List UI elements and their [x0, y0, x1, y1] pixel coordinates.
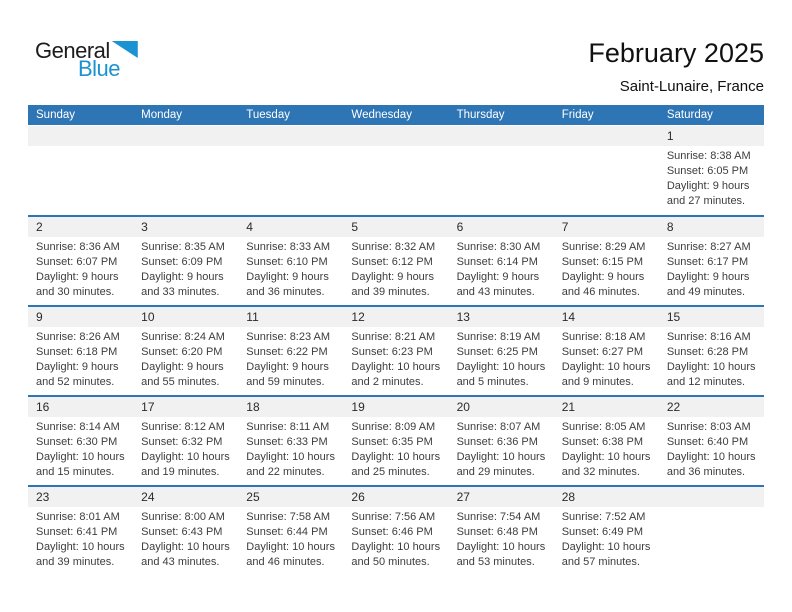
- daylight-text-line1: Daylight: 10 hours: [36, 451, 125, 463]
- daylight-text-line1: Daylight: 10 hours: [351, 451, 441, 463]
- day-details: [659, 327, 764, 390]
- daylight-text-line1: Daylight: 10 hours: [36, 541, 125, 553]
- sunset-text: Sunset: 6:36 PM: [456, 436, 538, 448]
- weekday-label-saturday: Saturday: [666, 109, 713, 121]
- daylight-text-line2: and 55 minutes.: [141, 376, 220, 388]
- day-cell-13: [449, 307, 554, 395]
- day-cell-9: [28, 307, 133, 395]
- day-number: 26: [343, 487, 448, 507]
- week-row-1: [28, 125, 764, 215]
- day-number: [659, 487, 764, 507]
- sunset-text: Sunset: 6:35 PM: [351, 436, 433, 448]
- day-details: [659, 146, 764, 209]
- daylight-text-line2: and 36 minutes.: [246, 286, 325, 298]
- daylight-text-line1: Daylight: 10 hours: [351, 541, 441, 553]
- location-subtitle: Saint-Lunaire, France: [619, 78, 764, 95]
- sunrise-text: Sunrise: 8:09 AM: [351, 421, 436, 433]
- day-number: 23: [28, 487, 133, 507]
- daylight-text-line1: Daylight: 10 hours: [561, 541, 651, 553]
- day-cell-10: [133, 307, 238, 395]
- day-details: [28, 507, 133, 570]
- daylight-text-line1: Daylight: 10 hours: [561, 451, 651, 463]
- day-cell-16: [28, 397, 133, 485]
- sunset-text: Sunset: 6:12 PM: [351, 256, 433, 268]
- day-number: 4: [238, 217, 343, 237]
- daylight-text-line2: and 49 minutes.: [666, 286, 746, 298]
- daylight-text-line2: and 25 minutes.: [351, 466, 430, 478]
- day-number: 8: [659, 217, 764, 237]
- sunrise-text: Sunrise: 8:29 AM: [561, 241, 646, 253]
- daylight-text-line1: Daylight: 10 hours: [666, 361, 756, 373]
- sunset-text: Sunset: 6:14 PM: [456, 256, 538, 268]
- day-number: 16: [28, 397, 133, 417]
- sunrise-text: Sunrise: 8:24 AM: [141, 331, 225, 343]
- sunset-text: Sunset: 6:27 PM: [561, 346, 644, 358]
- day-number: [133, 126, 238, 146]
- day-number: 28: [554, 487, 659, 507]
- sunset-text: Sunset: 6:18 PM: [36, 346, 118, 358]
- day-details: [133, 237, 238, 300]
- day-cell-empty: [343, 126, 448, 215]
- day-cell-24: [133, 487, 238, 575]
- day-details: [659, 237, 764, 300]
- day-number: [238, 126, 343, 146]
- daylight-text-line2: and 46 minutes.: [246, 556, 325, 568]
- daylight-text-line2: and 12 minutes.: [666, 376, 746, 388]
- daylight-text-line1: Daylight: 9 hours: [36, 271, 119, 283]
- day-cell-26: [343, 487, 448, 575]
- week-row-4: [28, 395, 764, 485]
- day-details: [343, 507, 448, 570]
- day-cell-15: [659, 307, 764, 395]
- daylight-text-line1: Daylight: 10 hours: [351, 361, 441, 373]
- daylight-text-line1: Daylight: 9 hours: [141, 271, 224, 283]
- daylight-text-line1: Daylight: 10 hours: [141, 451, 230, 463]
- daylight-text-line2: and 33 minutes.: [141, 286, 220, 298]
- sunset-text: Sunset: 6:07 PM: [36, 256, 118, 268]
- daylight-text-line1: Daylight: 9 hours: [351, 271, 434, 283]
- daylight-text-line1: Daylight: 9 hours: [456, 271, 540, 283]
- day-number: 22: [659, 397, 764, 417]
- sunrise-text: Sunrise: 8:33 AM: [246, 241, 331, 253]
- sunrise-text: Sunrise: 8:05 AM: [561, 421, 646, 433]
- day-number: 11: [238, 307, 343, 327]
- sunrise-text: Sunrise: 8:18 AM: [561, 331, 646, 343]
- sunrise-text: Sunrise: 7:56 AM: [351, 511, 436, 523]
- day-details: [28, 327, 133, 390]
- day-cell-3: [133, 217, 238, 305]
- weekday-label-thursday: Thursday: [456, 109, 505, 121]
- day-cell-1: [659, 126, 764, 215]
- day-details: [238, 417, 343, 480]
- day-cell-empty: [449, 126, 554, 215]
- sunrise-text: Sunrise: 8:00 AM: [141, 511, 225, 523]
- day-number: [554, 126, 659, 146]
- sunrise-text: Sunrise: 7:52 AM: [561, 511, 646, 523]
- day-details: [449, 327, 554, 390]
- day-details: [28, 417, 133, 480]
- day-cell-empty: [28, 126, 133, 215]
- calendar-grid: [28, 105, 764, 575]
- day-number: 9: [28, 307, 133, 327]
- day-number: 20: [449, 397, 554, 417]
- day-details: [28, 237, 133, 300]
- daylight-text-line1: Daylight: 9 hours: [141, 361, 224, 373]
- day-number: 25: [238, 487, 343, 507]
- day-number: 21: [554, 397, 659, 417]
- day-cell-empty: [238, 126, 343, 215]
- day-cell-21: [554, 397, 659, 485]
- sunrise-text: Sunrise: 8:35 AM: [141, 241, 225, 253]
- day-cell-19: [343, 397, 448, 485]
- daylight-text-line2: and 43 minutes.: [141, 556, 220, 568]
- day-details: [554, 327, 659, 390]
- day-details: [659, 417, 764, 480]
- daylight-text-line2: and 52 minutes.: [36, 376, 115, 388]
- day-cell-22: [659, 397, 764, 485]
- daylight-text-line2: and 22 minutes.: [246, 466, 325, 478]
- sunrise-text: Sunrise: 8:38 AM: [666, 150, 751, 162]
- sunset-text: Sunset: 6:46 PM: [351, 526, 433, 538]
- weekday-label-sunday: Sunday: [36, 109, 76, 121]
- sunrise-text: Sunrise: 8:32 AM: [351, 241, 436, 253]
- daylight-text-line2: and 2 minutes.: [351, 376, 424, 388]
- daylight-text-line2: and 5 minutes.: [456, 376, 529, 388]
- daylight-text-line1: Daylight: 9 hours: [561, 271, 645, 283]
- daylight-text-line2: and 15 minutes.: [36, 466, 115, 478]
- daylight-text-line2: and 46 minutes.: [561, 286, 640, 298]
- day-number: 12: [343, 307, 448, 327]
- day-details: [238, 507, 343, 570]
- day-cell-14: [554, 307, 659, 395]
- sunrise-text: Sunrise: 8:19 AM: [456, 331, 541, 343]
- sunrise-text: Sunrise: 8:11 AM: [246, 421, 330, 433]
- day-number: 7: [554, 217, 659, 237]
- day-number: 3: [133, 217, 238, 237]
- sunset-text: Sunset: 6:49 PM: [561, 526, 644, 538]
- sunrise-text: Sunrise: 8:01 AM: [36, 511, 120, 523]
- sunset-text: Sunset: 6:33 PM: [246, 436, 328, 448]
- sunset-text: Sunset: 6:05 PM: [666, 165, 749, 177]
- day-number: 14: [554, 307, 659, 327]
- day-number: 15: [659, 307, 764, 327]
- daylight-text-line1: Daylight: 10 hours: [246, 451, 335, 463]
- weekday-header-row: [28, 105, 764, 125]
- week-row-5: [28, 485, 764, 575]
- day-details: [133, 507, 238, 570]
- general-blue-logo: [35, 40, 138, 80]
- daylight-text-line2: and 53 minutes.: [456, 556, 535, 568]
- day-details: [343, 327, 448, 390]
- daylight-text-line1: Daylight: 10 hours: [246, 541, 335, 553]
- sunrise-text: Sunrise: 8:12 AM: [141, 421, 225, 433]
- sunset-text: Sunset: 6:41 PM: [36, 526, 118, 538]
- day-cell-7: [554, 217, 659, 305]
- day-details: [343, 237, 448, 300]
- daylight-text-line2: and 39 minutes.: [351, 286, 430, 298]
- sunset-text: Sunset: 6:44 PM: [246, 526, 328, 538]
- sunset-text: Sunset: 6:25 PM: [456, 346, 538, 358]
- day-cell-17: [133, 397, 238, 485]
- week-row-3: [28, 305, 764, 395]
- day-details: [238, 327, 343, 390]
- sunrise-text: Sunrise: 8:07 AM: [456, 421, 541, 433]
- sunset-text: Sunset: 6:32 PM: [141, 436, 223, 448]
- sunrise-text: Sunrise: 8:14 AM: [36, 421, 120, 433]
- day-cell-25: [238, 487, 343, 575]
- day-details: [343, 417, 448, 480]
- daylight-text-line1: Daylight: 10 hours: [456, 451, 546, 463]
- day-number: 10: [133, 307, 238, 327]
- day-number: 2: [28, 217, 133, 237]
- day-details: [449, 507, 554, 570]
- day-number: 1: [659, 126, 764, 146]
- day-cell-23: [28, 487, 133, 575]
- daylight-text-line2: and 57 minutes.: [561, 556, 640, 568]
- day-cell-20: [449, 397, 554, 485]
- daylight-text-line2: and 36 minutes.: [666, 466, 746, 478]
- sunset-text: Sunset: 6:20 PM: [141, 346, 223, 358]
- day-cell-empty: [133, 126, 238, 215]
- daylight-text-line2: and 29 minutes.: [456, 466, 535, 478]
- logo-word-blue: Blue: [78, 56, 121, 81]
- page-title: February 2025: [588, 38, 764, 68]
- day-details: [133, 327, 238, 390]
- sunrise-text: Sunrise: 8:26 AM: [36, 331, 120, 343]
- sunset-text: Sunset: 6:09 PM: [141, 256, 223, 268]
- day-number: 19: [343, 397, 448, 417]
- day-number: [343, 126, 448, 146]
- day-cell-2: [28, 217, 133, 305]
- sunset-text: Sunset: 6:40 PM: [666, 436, 749, 448]
- daylight-text-line2: and 43 minutes.: [456, 286, 535, 298]
- sunset-text: Sunset: 6:30 PM: [36, 436, 118, 448]
- daylight-text-line1: Daylight: 10 hours: [456, 361, 546, 373]
- day-details: [133, 417, 238, 480]
- logo-word-general: General: [35, 38, 110, 63]
- day-number: [28, 126, 133, 146]
- day-details: [554, 237, 659, 300]
- sunrise-text: Sunrise: 8:16 AM: [666, 331, 751, 343]
- daylight-text-line1: Daylight: 9 hours: [246, 271, 329, 283]
- week-row-2: [28, 215, 764, 305]
- daylight-text-line2: and 50 minutes.: [351, 556, 430, 568]
- sunset-text: Sunset: 6:10 PM: [246, 256, 328, 268]
- day-cell-empty: [659, 487, 764, 575]
- sunrise-text: Sunrise: 7:58 AM: [246, 511, 331, 523]
- day-number: 17: [133, 397, 238, 417]
- sunset-text: Sunset: 6:38 PM: [561, 436, 644, 448]
- sunrise-text: Sunrise: 8:27 AM: [666, 241, 751, 253]
- daylight-text-line1: Daylight: 10 hours: [141, 541, 230, 553]
- day-number: 5: [343, 217, 448, 237]
- day-details: [449, 237, 554, 300]
- sunset-text: Sunset: 6:17 PM: [666, 256, 749, 268]
- day-number: 27: [449, 487, 554, 507]
- day-cell-11: [238, 307, 343, 395]
- weekday-label-tuesday: Tuesday: [246, 109, 290, 121]
- day-cell-12: [343, 307, 448, 395]
- day-cell-6: [449, 217, 554, 305]
- day-details: [238, 237, 343, 300]
- daylight-text-line1: Daylight: 10 hours: [561, 361, 651, 373]
- daylight-text-line1: Daylight: 9 hours: [246, 361, 329, 373]
- weekday-label-monday: Monday: [141, 109, 183, 121]
- daylight-text-line2: and 19 minutes.: [141, 466, 220, 478]
- day-cell-28: [554, 487, 659, 575]
- daylight-text-line2: and 9 minutes.: [561, 376, 634, 388]
- title-block: [588, 38, 764, 95]
- day-details: [449, 417, 554, 480]
- day-cell-8: [659, 217, 764, 305]
- sunrise-text: Sunrise: 7:54 AM: [456, 511, 541, 523]
- daylight-text-line2: and 27 minutes.: [666, 195, 746, 207]
- daylight-text-line2: and 59 minutes.: [246, 376, 325, 388]
- daylight-text-line1: Daylight: 10 hours: [666, 451, 756, 463]
- day-cell-empty: [554, 126, 659, 215]
- day-cell-5: [343, 217, 448, 305]
- daylight-text-line1: Daylight: 9 hours: [666, 180, 750, 192]
- sunset-text: Sunset: 6:43 PM: [141, 526, 223, 538]
- sunrise-text: Sunrise: 8:21 AM: [351, 331, 436, 343]
- daylight-text-line2: and 39 minutes.: [36, 556, 115, 568]
- day-details: [554, 417, 659, 480]
- sunset-text: Sunset: 6:23 PM: [351, 346, 433, 358]
- sunrise-text: Sunrise: 8:03 AM: [666, 421, 751, 433]
- daylight-text-line2: and 32 minutes.: [561, 466, 640, 478]
- daylight-text-line2: and 30 minutes.: [36, 286, 115, 298]
- sunset-text: Sunset: 6:48 PM: [456, 526, 538, 538]
- sunset-text: Sunset: 6:28 PM: [666, 346, 749, 358]
- weekday-label-wednesday: Wednesday: [351, 109, 412, 121]
- daylight-text-line1: Daylight: 9 hours: [666, 271, 750, 283]
- sunrise-text: Sunrise: 8:23 AM: [246, 331, 331, 343]
- sunset-text: Sunset: 6:22 PM: [246, 346, 328, 358]
- day-number: 13: [449, 307, 554, 327]
- daylight-text-line1: Daylight: 10 hours: [456, 541, 546, 553]
- day-cell-4: [238, 217, 343, 305]
- day-number: 24: [133, 487, 238, 507]
- sunrise-text: Sunrise: 8:30 AM: [456, 241, 541, 253]
- sunrise-text: Sunrise: 8:36 AM: [36, 241, 120, 253]
- weekday-label-friday: Friday: [561, 109, 594, 121]
- day-number: [449, 126, 554, 146]
- day-cell-27: [449, 487, 554, 575]
- sunset-text: Sunset: 6:15 PM: [561, 256, 644, 268]
- day-cell-18: [238, 397, 343, 485]
- day-number: 18: [238, 397, 343, 417]
- daylight-text-line1: Daylight: 9 hours: [36, 361, 119, 373]
- day-details: [554, 507, 659, 570]
- day-number: 6: [449, 217, 554, 237]
